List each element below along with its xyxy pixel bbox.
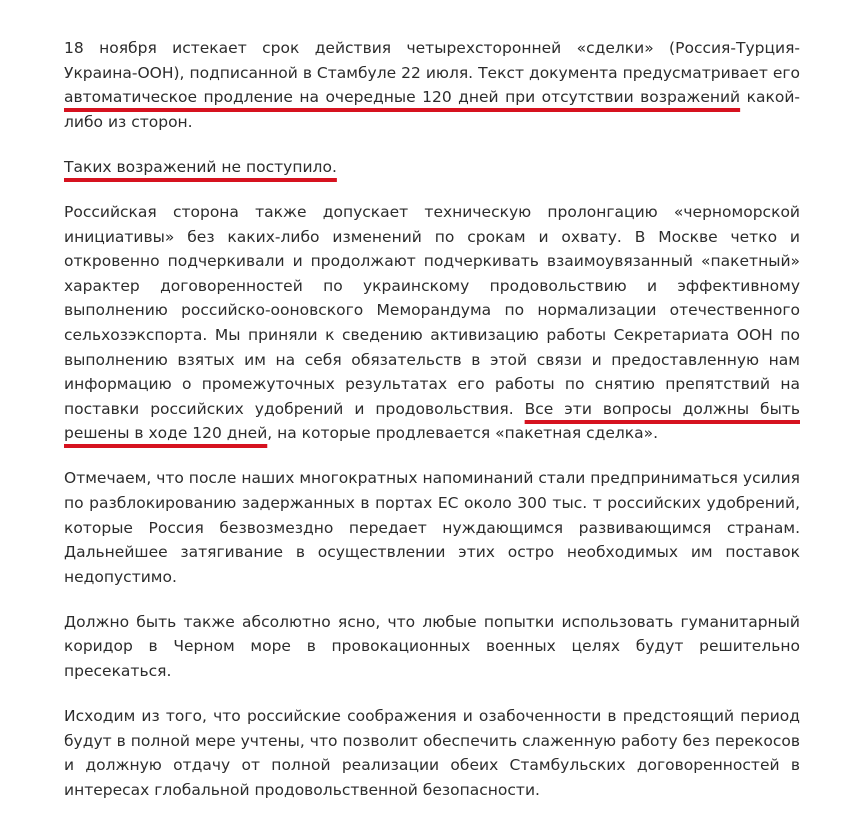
paragraph-text: 18 ноября истекает срок действия четырехсторонней «сделки» (Россия-Турция-Украина-ООН), подписанной в Стамбуле 22 июля. Текст документа предусматривает его bbox=[64, 39, 800, 82]
paragraph-technical-prolongation bbox=[64, 200, 800, 446]
paragraph-text: , на которые продлевается «пакетная сделка». bbox=[267, 424, 659, 443]
article-body bbox=[64, 36, 800, 823]
highlighted-phrase: автоматическое продление на очередные 120 дней при отсутствии возражений bbox=[64, 88, 741, 107]
paragraph-text: Российская сторона также допускает техническую пролонгацию «черноморской инициативы» без каких-либо изменений по срокам и охвату. В Москве четко и откровенно подчеркивали и продолжают подчеркивать взаимоувязанный «пакетный» характер договоренностей по украинскому продовольствию и эффективному выполнению российско-ооновского Меморандума по нормализации отечественного сельхозэкспорта. Мы приняли к сведению активизацию работы Секретариата ООН по выполнению взятых им на себя обязательств в этой связи и предоставленную нам информацию о промежуточных результатах его работы по снятию препятствий на поставки российских удобрений и продовольствия. bbox=[64, 202, 800, 418]
paragraph-text: какой-либо из сторон. bbox=[64, 88, 800, 131]
highlighted-phrase: Все эти вопросы должны быть решены в ходе 120 дней bbox=[64, 399, 800, 443]
highlighted-phrase: Таких возражений не поступило. bbox=[64, 157, 337, 176]
paragraph-no-objections bbox=[64, 155, 800, 180]
paragraph-food-security: Исходим из того, что российские соображения и озабоченности в предстоящий период будут в полной мере учтены, что позволит обеспечить слаженную работу без перекосов и должную отдачу от полной реализации обеих Стамбульских договоренностей в интересах глобальной продовольственной безопасности. bbox=[64, 707, 800, 799]
paragraph-deal-expiry bbox=[64, 36, 800, 134]
paragraph-fertilizers: Отмечаем, что после наших многократных напоминаний стали предприниматься усилия по разблокированию задержанных в портах ЕС около 300 тыс. т российских удобрений, которые Россия безвозмездно передает нуждающимся развивающимся странам. Дальнейшее затягивание в осуществлении этих остро необходимых им поставок недопустимо. bbox=[64, 469, 800, 586]
paragraph-humanitarian-corridor: Должно быть также абсолютно ясно, что любые попытки использовать гуманитарный коридор в Черном море в провокационных военных целях будут решительно пресекаться. bbox=[64, 612, 800, 681]
